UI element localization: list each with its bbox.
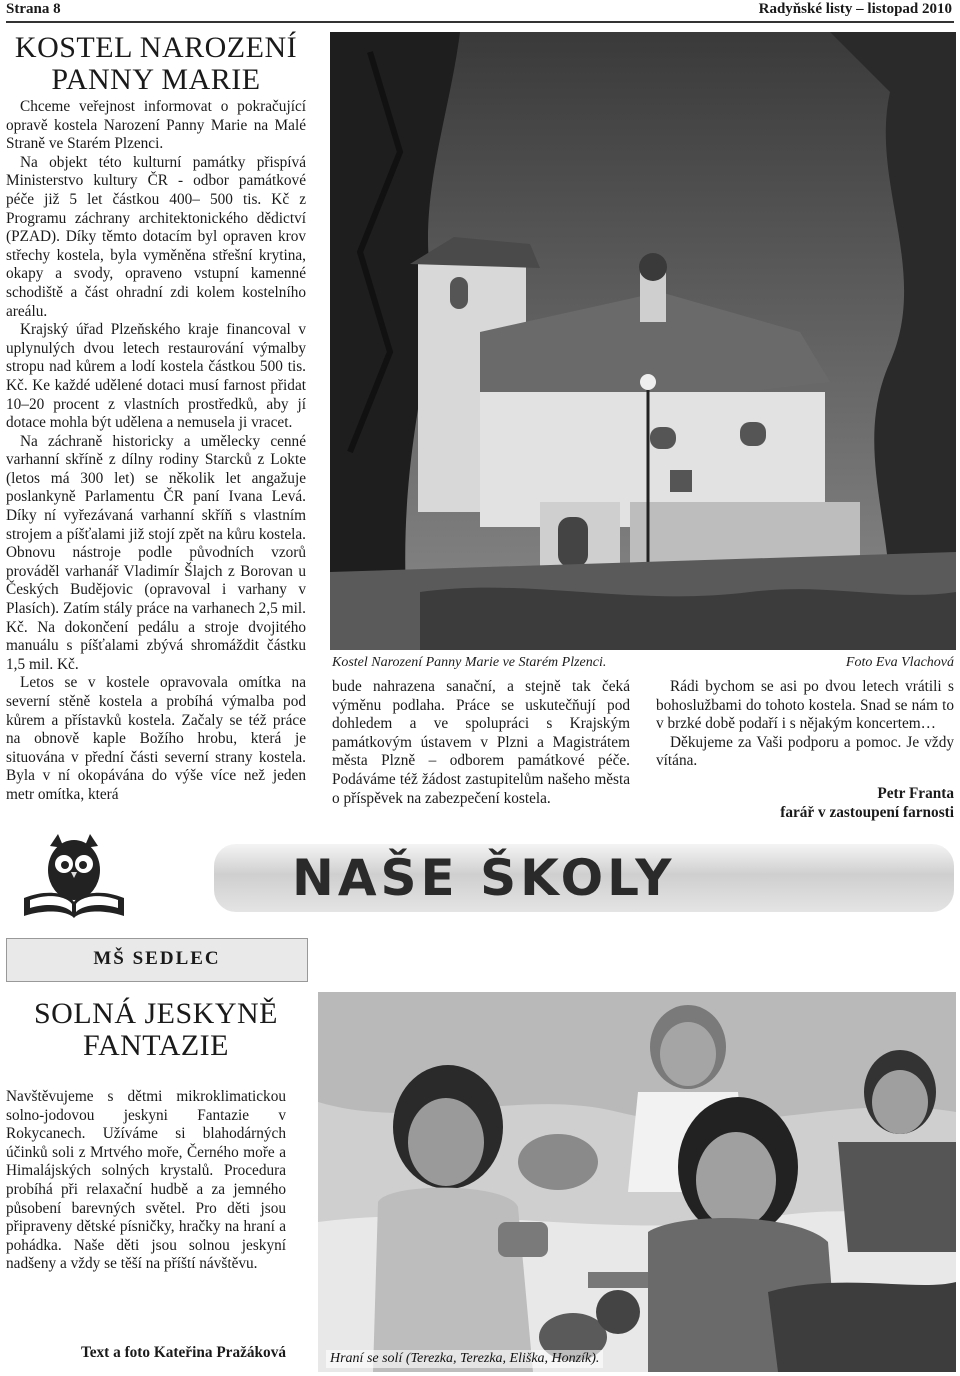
church-article-body xyxy=(6,98,306,805)
church-paragraph: Chceme veřejnost informovat o pokračující opravě kostela Narození Panny Marie na Malé Straně ve Starém Plzenci. xyxy=(6,98,306,153)
church-paragraph: Na záchraně historicky a umělecky cenné varhanní skříně z dílny rodiny Starcků z Lokte (letos má 300 let) se několik let angažuje poslankyně Parlamentu ČR paní Ivana Levá. Díky ní vyřezávaná varhanní skříň s vlastním strojem a píšťalami již stojí zpět na kůru kostela. Obnovu nástroje podle původních vzorů prováděl varhanář Vladimír Šlajch z Borovan u Českých Budějovic (opravoval i varhany v Plasích). Zatím stály práce na varhanech 2,5 mil. Kč. Na dokončení pedálu a stroje dvojitého manuálu s píšťalami zbývá shromáždit částku 1,5 mil. Kč. xyxy=(6,432,306,673)
church-photo-caption: Kostel Narození Panny Marie ve Starém Plzenci. xyxy=(332,655,607,670)
church-title-line1: KOSTEL NAROZENÍ xyxy=(14,31,298,64)
school-article-body xyxy=(6,1088,286,1274)
church-title-line2: PANNY MARIE xyxy=(51,63,261,96)
church-paragraph: Krajský úřad Plzeňského kraje financoval v uplynulých dvou letech restaurování výmalby stropu nad kůrem a lodí kostela částkou 500 tis. Kč. Ke každé udělené dotaci musí farnost přidat 10–20 procent z vlastních prostředků, aby jí dotace mohla být udělena a nemusela ji vracet. xyxy=(6,321,306,432)
school-article-title xyxy=(6,998,306,1062)
school-title-line2: FANTAZIE xyxy=(82,1029,230,1062)
salt-cave-photo xyxy=(318,992,956,1372)
publication-title: Radyňské listy – listopad 2010 xyxy=(758,1,952,17)
banner-title: NAŠE ŠKOLY xyxy=(292,849,676,907)
church-paragraph: bude nahrazena sanační, a stejně tak čeká výměnu podlaha. Práce se uskutečňují pod dohledem a ve spolupráci s Krajským památkovým ústavem v Plzni a Magistrátem města Plzně – odborem památkové péče. Podáváme též žádost zastupitelům našeho města o příspěvek na zabezpečení kostela. xyxy=(332,678,630,807)
schools-banner xyxy=(4,826,956,922)
church-continuation xyxy=(332,678,630,808)
page-number: Strana 8 xyxy=(6,1,61,17)
church-signature xyxy=(656,784,954,822)
church-paragraph: Na objekt této kulturní památky přispívá Ministerstvo kultury ČR - odbor památkové péče již 5 let částkou 400– 500 tis. Kč z Programu záchrany architektonického dědictví (PZAD). Díky těmto dotacím byl opraven krov střechy kostela, byla vyměněna střešní krytina, okapy a svody, opraveno vstupní kamenné schodiště a část ohradní zdi kolem kostelního areálu. xyxy=(6,153,306,320)
school-paragraph: Navštěvujeme s dětmi mikroklimatickou solno-jodovou jeskyni Fantazie v Rokycanech. Užíváme si blahodárných účinků soli z Mrtvého moře, Černého moře a Himalájských solných krystalů. Procedura probíhá při relaxační hudbě a za jemného působení barevných světel. Pro děti jsou připraveny dětské písničky, hračky na hraní a pohádka. Naše děti jsou solnou jeskyní nadšeny a vždy se těší na příští návštěvu. xyxy=(6,1088,286,1273)
school-credit: Text a foto Kateřina Pražáková xyxy=(80,1344,286,1361)
section-label: MŠ SEDLEC xyxy=(6,938,308,982)
church-paragraph: Rádi bychom se asi po dvou letech vrátili s bohoslužbami do tohoto kostela. Snad se nám to v brzké době podaří i s nějakým koncertem… xyxy=(656,678,954,733)
church-article-title xyxy=(6,32,306,96)
church-photo xyxy=(330,32,956,650)
header-rule xyxy=(6,21,954,23)
signature-name: Petr Franta xyxy=(877,785,954,802)
church-closing xyxy=(656,678,954,771)
church-photo-credit: Foto Eva Vlachová xyxy=(845,655,954,670)
church-paragraph: Letos se v kostele opravovala omítka na severní stěně kostela a probíhá výmalba pod kůrem a přístavků kostela. Začaly se též práce na obnově kaple Božího hrobu, která je situována v přední části severní strany kostela. Byla v ní okopávána do výše více než jeden metr omítka, která xyxy=(6,674,306,803)
signature-role: farář v zastoupení farnosti xyxy=(780,804,954,821)
school-title-line1: SOLNÁ JESKYNĚ xyxy=(33,997,278,1030)
salt-cave-photo-caption: Hraní se solí (Terezka, Terezka, Eliška, Honzík). xyxy=(326,1350,603,1368)
owl-on-book-icon xyxy=(14,828,134,920)
church-paragraph: Děkujeme za Vaši podporu a pomoc. Je vždy vítána. xyxy=(656,733,954,770)
